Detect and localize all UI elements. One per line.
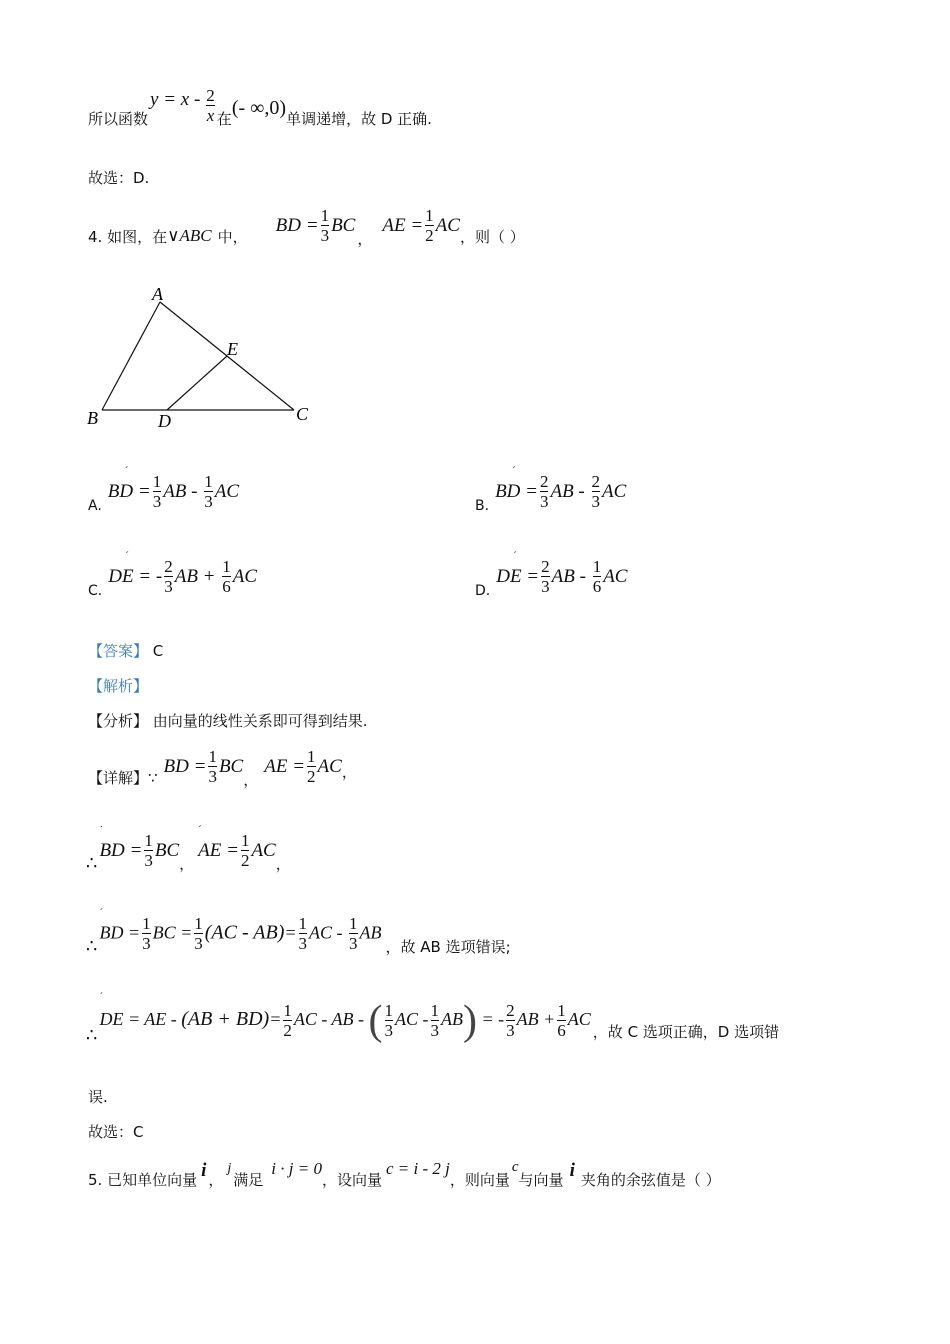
- xiangjie-tag: 【详解】∵: [88, 768, 158, 787]
- point-d-label: D: [158, 411, 171, 431]
- vertex-a-label: A: [152, 284, 163, 304]
- step2-tail: ，故 AB 选项错误;: [385, 937, 511, 956]
- vertex-c-label: C: [296, 404, 309, 424]
- answer-value: C: [152, 642, 164, 660]
- line-monotonic: [88, 80, 432, 132]
- option-c[interactable]: [88, 551, 257, 603]
- func-eq: = x -: [163, 89, 201, 110]
- choose-d: 故选：D.: [88, 169, 150, 187]
- segment-de: [167, 356, 227, 410]
- triangle-figure: [80, 280, 330, 440]
- option-a-label: A.: [88, 498, 102, 514]
- step3-tail: ，故 C 选项正确，D 选项错: [592, 1022, 780, 1041]
- xiangjie-end: ，: [341, 762, 357, 781]
- func-lhs: y: [150, 89, 159, 110]
- jiexi-tag: 【解析】: [88, 677, 149, 695]
- option-b-expr: ˊ BD = $\frac{2}{3}$ AB - $\frac{2}{3}$ AC: [495, 464, 627, 511]
- option-d-expr: ˊ DE = $\frac{2}{3}$ AB - $\frac{1}{6}$ AC: [496, 549, 628, 596]
- answer-tag: 【答案】: [88, 642, 149, 660]
- q4-stem: 4. 如图，在: [88, 227, 168, 246]
- q5-yu: 与向量: [518, 1170, 564, 1189]
- question-5-stem: [88, 1155, 721, 1191]
- question-4-stem: [88, 200, 525, 252]
- line1-suffix: 单调递增，故 D 正确.: [286, 109, 432, 128]
- q5-shexiang: ，设向量: [321, 1170, 382, 1189]
- q5-sep: ，: [208, 1170, 224, 1189]
- step2-therefore: ∴: [86, 935, 98, 957]
- step3-continuation: 误.: [88, 1088, 108, 1106]
- q4-rel2: AE = $\frac{1}{2}$ AC: [382, 205, 460, 245]
- answer-line: [88, 640, 163, 661]
- option-b-label: B.: [475, 498, 490, 514]
- xiangjie-line: [88, 741, 357, 793]
- func-fraction: $\frac{2}{x}$: [206, 85, 215, 125]
- q4-tail: ，则（ ）: [459, 227, 525, 246]
- xiangjie-rel2: AE = $\frac{1}{2}$ AC: [264, 746, 342, 786]
- q5-j: j: [227, 1161, 232, 1176]
- step-2: [86, 908, 511, 960]
- step1-therefore: ∴: [86, 852, 98, 874]
- xiangjie-rel1: BD = $\frac{1}{3}$ BC: [163, 746, 244, 786]
- q5-stem: 5. 已知单位向量: [88, 1170, 198, 1189]
- step1-comma: ，: [179, 854, 195, 873]
- option-a[interactable]: [88, 466, 239, 518]
- line1-prefix: 所以函数: [88, 109, 149, 128]
- option-b[interactable]: [475, 466, 626, 518]
- choose-c: 故选：C: [88, 1123, 144, 1141]
- vertex-b-label: B: [87, 408, 98, 428]
- step3-therefore: ∴: [86, 1024, 98, 1046]
- q5-zexiang: ，则向量: [449, 1170, 510, 1189]
- q5-i: i: [201, 1160, 207, 1181]
- xiangjie-comma: ，: [243, 770, 259, 789]
- q5-manzu: 满足: [233, 1170, 264, 1189]
- step-3: [86, 993, 779, 1049]
- q5-c: c: [511, 1158, 519, 1175]
- fenxi-tag: 【分析】: [88, 712, 149, 730]
- q5-cond: i · j = 0: [271, 1159, 322, 1178]
- option-d[interactable]: [475, 551, 627, 603]
- q5-cdef: c = i - 2 j: [385, 1159, 450, 1178]
- step3-expr: ˊ DE = AE - (AB + BD)= $\frac{1}{2}$ AC - AB - ( $\frac{1}{3}$ AC - $\frac{1}{3}$ AB) = - $\frac{2}{3}$ AB + $\frac{1}{6}$ AC: [99, 991, 591, 1044]
- option-c-expr: ˊ DE = - $\frac{2}{3}$ AB + $\frac{1}{6}$ AC: [108, 549, 258, 596]
- step1-end: ，: [275, 854, 291, 873]
- option-c-label: C.: [88, 583, 103, 599]
- q4-zhong: 中，: [217, 227, 248, 246]
- q5-i2: i: [569, 1160, 575, 1181]
- option-d-label: D.: [475, 583, 491, 599]
- q5-tail: 夹角的余弦值是（ ）: [580, 1170, 721, 1189]
- step2-expr: ˊ BD = $\frac{1}{3}$ BC = $\frac{1}{3}$ (AC - AB)= $\frac{1}{3}$ AC - $\frac{1}{3}$ AB: [99, 906, 382, 953]
- q4-comma: ，: [357, 229, 373, 248]
- step-1: [86, 825, 291, 877]
- fenxi-line: [88, 710, 368, 731]
- q4-triangle: ∨ABC: [167, 226, 212, 245]
- interval: (- ∞,0): [231, 96, 287, 119]
- fenxi-text: 由向量的线性关系即可得到结果.: [152, 712, 368, 730]
- zai-text: 在: [216, 109, 232, 128]
- q4-rel1: BD = $\frac{1}{3}$ BC: [275, 205, 356, 245]
- side-ab: [102, 302, 160, 410]
- step1-rel1: ˙ BD = $\frac{1}{3}$ BC: [99, 823, 180, 870]
- option-a-expr: ˊ BD = $\frac{1}{3}$ AB - $\frac{1}{3}$ AC: [107, 464, 240, 511]
- point-e-label: E: [227, 339, 238, 359]
- step1-rel2: ˊ AE = $\frac{1}{2}$ AC: [198, 823, 276, 870]
